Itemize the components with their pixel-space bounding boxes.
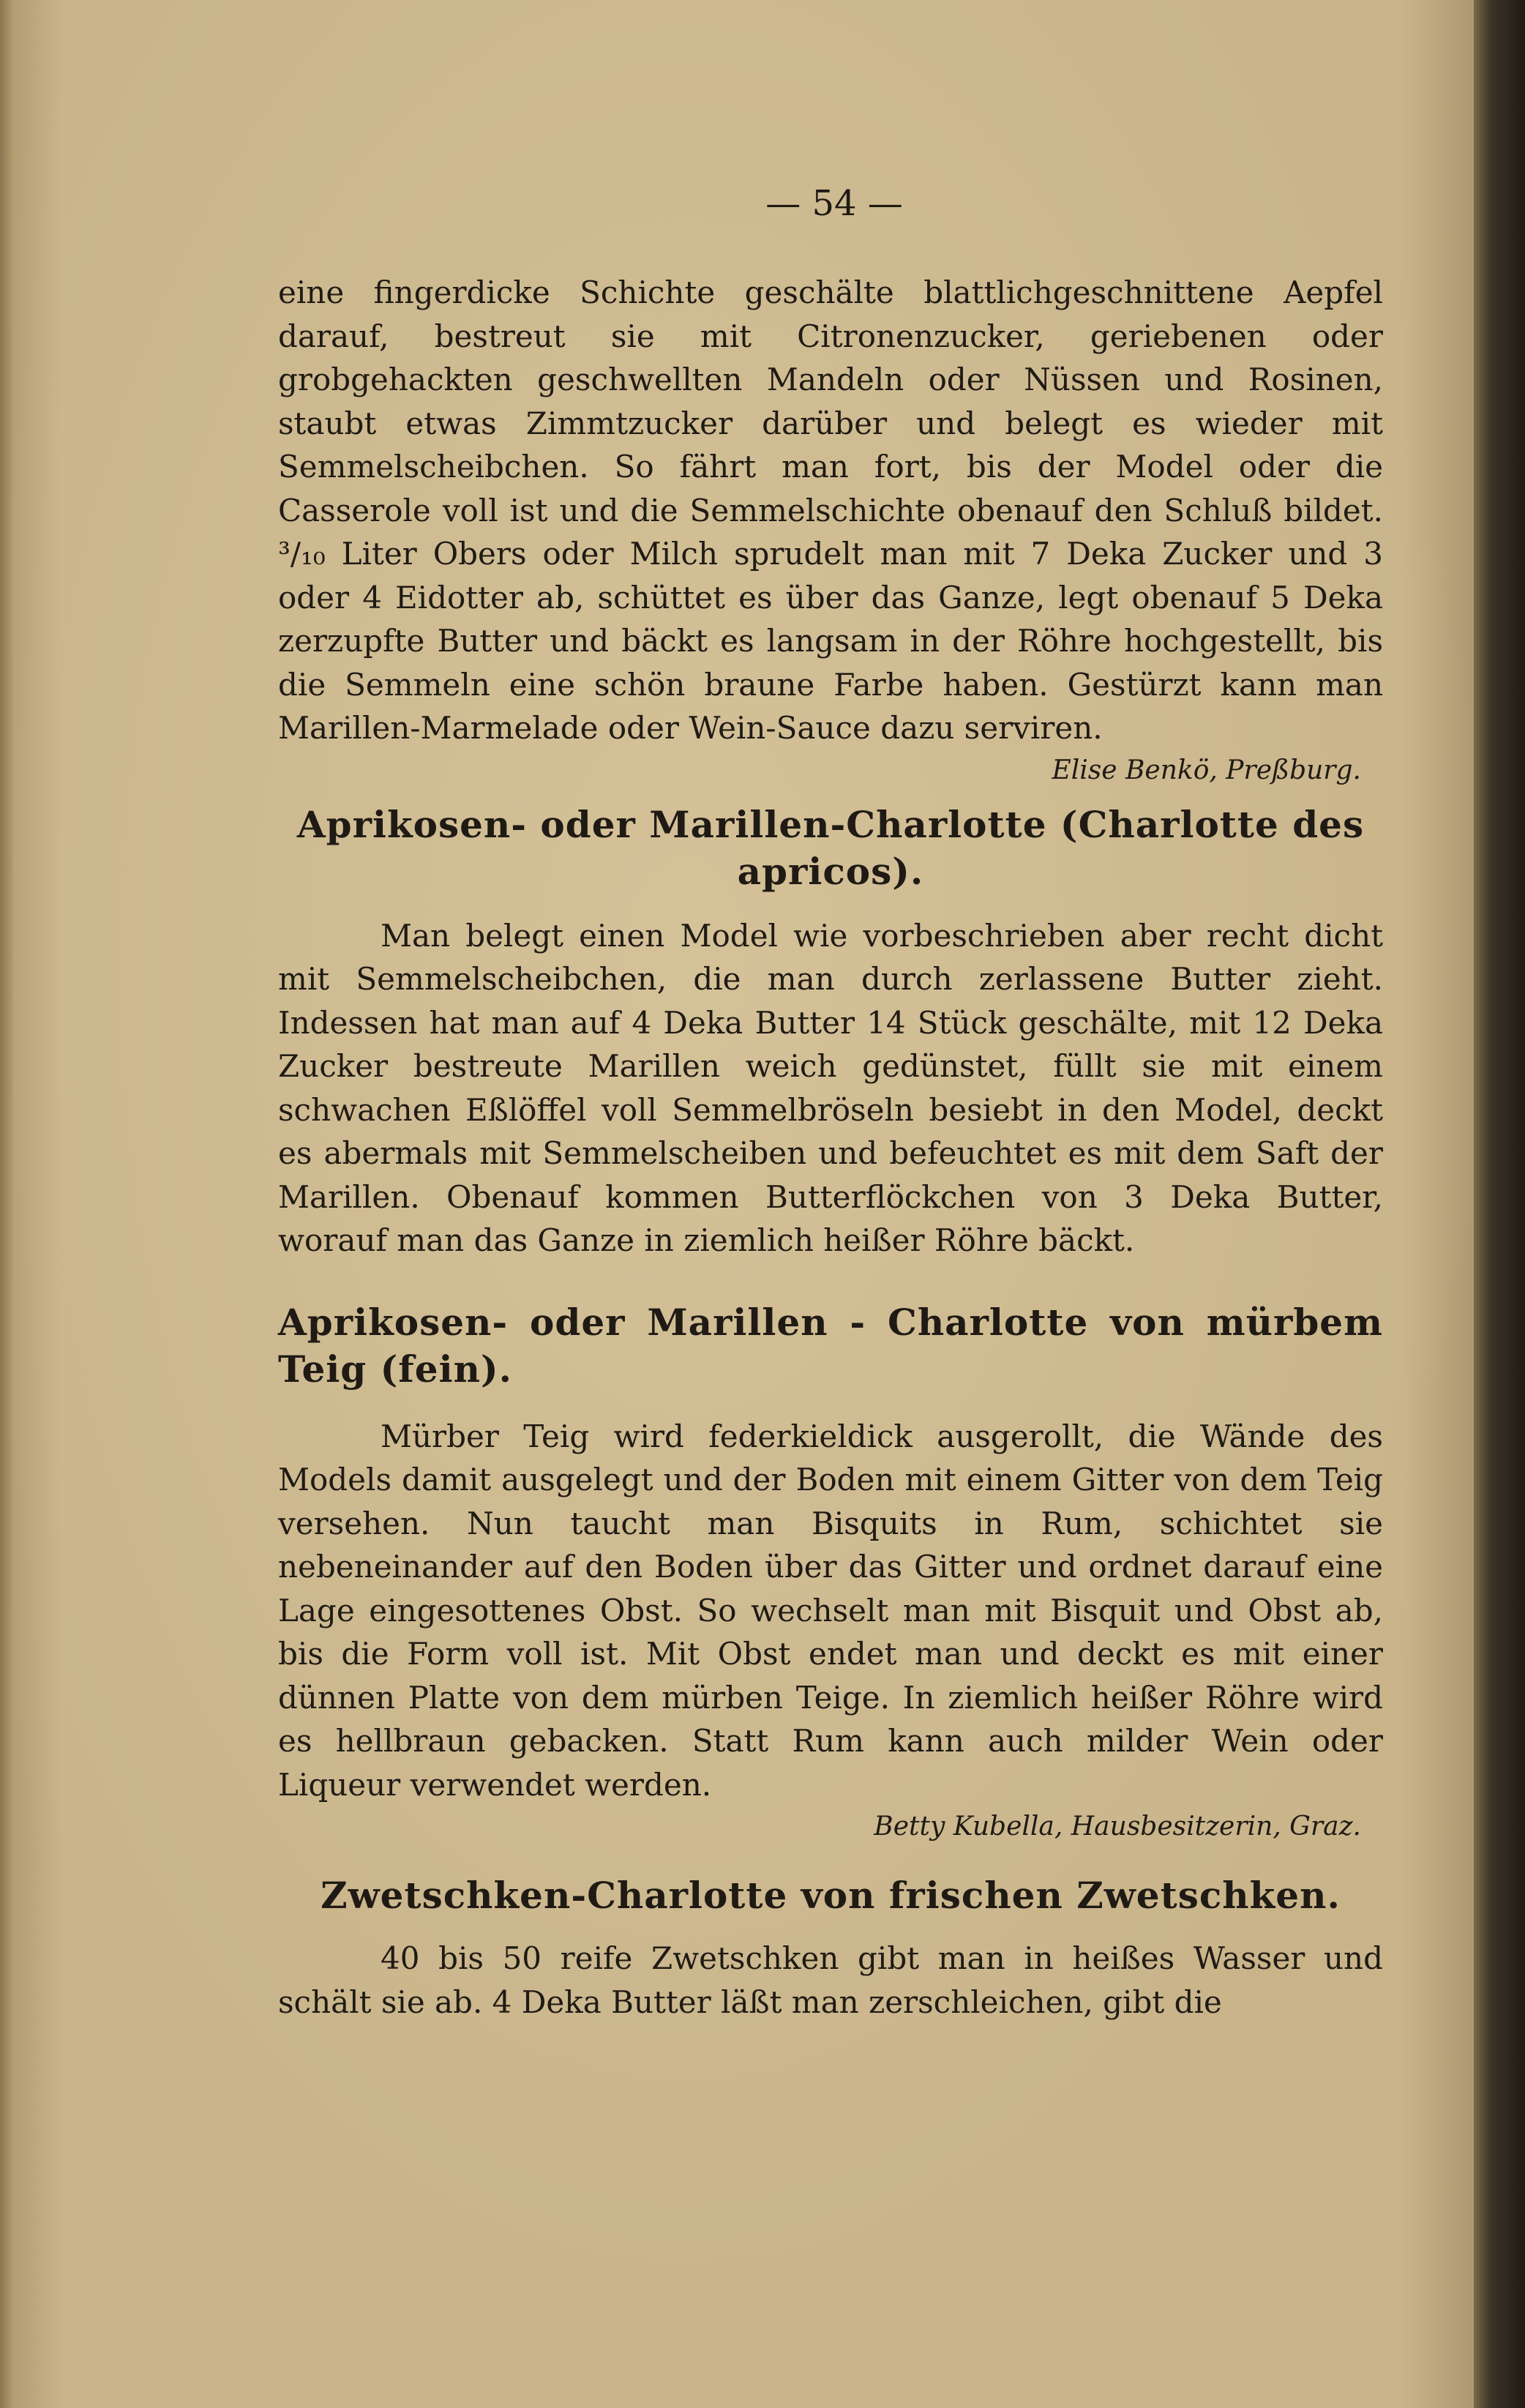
recipe-paragraph-apricot-charlotte: Man belegt einen Model wie vorbeschrieben aber recht dicht mit Semmelscheibchen, die man durch zerlassene Butter zieht. Indessen hat man auf 4 Deka Butter 14 Stück geschälte, mit 12 Deka Zucker bestreute Marillen weich gedünstet, füllt sie mit einem schwachen Eßlöffel voll Semmelbröseln besiebt in den Model, deckt es abermals mit Semmelscheiben und befeuchtet es mit dem Saft der Marillen. Obenauf kommen Butterflöckchen von 3 Deka Butter, worauf man das Ganze in ziemlich heißer Röhre bäckt. — [278, 917, 1383, 1258]
recipe-paragraph-continued: eine fingerdicke Schichte geschälte blattlichgeschnittene Aepfel darauf, bestreut sie mit Citronenzucker, geriebenen oder grobgehackten geschwellten Mandeln oder Nüssen und Rosinen, staubt etwas Zimmtzucker darüber und belegt es wieder mit Semmelscheibchen. So fährt man fort, bis der Model oder die Casserole voll ist und die Semmelschichte obenauf den Schluß bildet. ³/₁₀ Liter Obers oder Milch sprudelt man mit 7 Deka Zucker und 3 oder 4 Eidotter ab, schüttet es über das Ganze, legt obenauf 5 Deka zerzupfte Butter und bäckt es langsam in der Röhre hochgestellt, bis die Semmeln eine schön braune Farbe haben. Gestürzt kann man Marillen-Marmelade oder Wein-Sauce dazu serviren. — [278, 274, 1383, 746]
recipe-heading-plum-charlotte: Zwetschken-Charlotte von frischen Zwetschken. — [321, 1874, 1341, 1917]
page-number: — 54 — — [765, 183, 903, 224]
recipe-paragraph-apricot-shortcrust: Mürber Teig wird federkieldick ausgerollt, die Wände des Models damit ausgelegt und der Boden mit einem Gitter von dem Teig versehen. Nun taucht man Bisquits in Rum, schichtet sie nebeneinander auf den Boden über das Gitter und ordnet darauf eine Lage eingesottenes Obst. So wechselt man mit Bisquit und Obst ab, bis die Form voll ist. Mit Obst endet man und deckt es mit einer dünnen Platte von dem mürben Teige. In ziemlich heißer Röhre wird es hellbraun gebacken. Statt Rum kann auch milder Wein oder Liqueur verwendet werden. — [278, 1418, 1383, 1803]
recipe-heading-apricot-shortcrust: Aprikosen- oder Marillen - Charlotte von mürbem Teig (fein). — [278, 1300, 1383, 1391]
page-edge — [0, 0, 13, 2408]
book-spine — [1474, 0, 1525, 2408]
recipe-signature-2: Betty Kubella, Hausbesitzerin, Graz. — [874, 1811, 1361, 1841]
recipe-signature-1: Elise Benkö, Preßburg. — [1052, 755, 1361, 785]
text-block — [278, 176, 1383, 2024]
recipe-paragraph-plum-charlotte: 40 bis 50 reife Zwetschken gibt man in heißes Wasser und schält sie ab. 4 Deka Butter läßt man zerschleichen, gibt die — [278, 1940, 1383, 2020]
recipe-heading-apricot-charlotte: Aprikosen- oder Marillen-Charlotte (Charlotte des apricos). — [296, 802, 1365, 893]
